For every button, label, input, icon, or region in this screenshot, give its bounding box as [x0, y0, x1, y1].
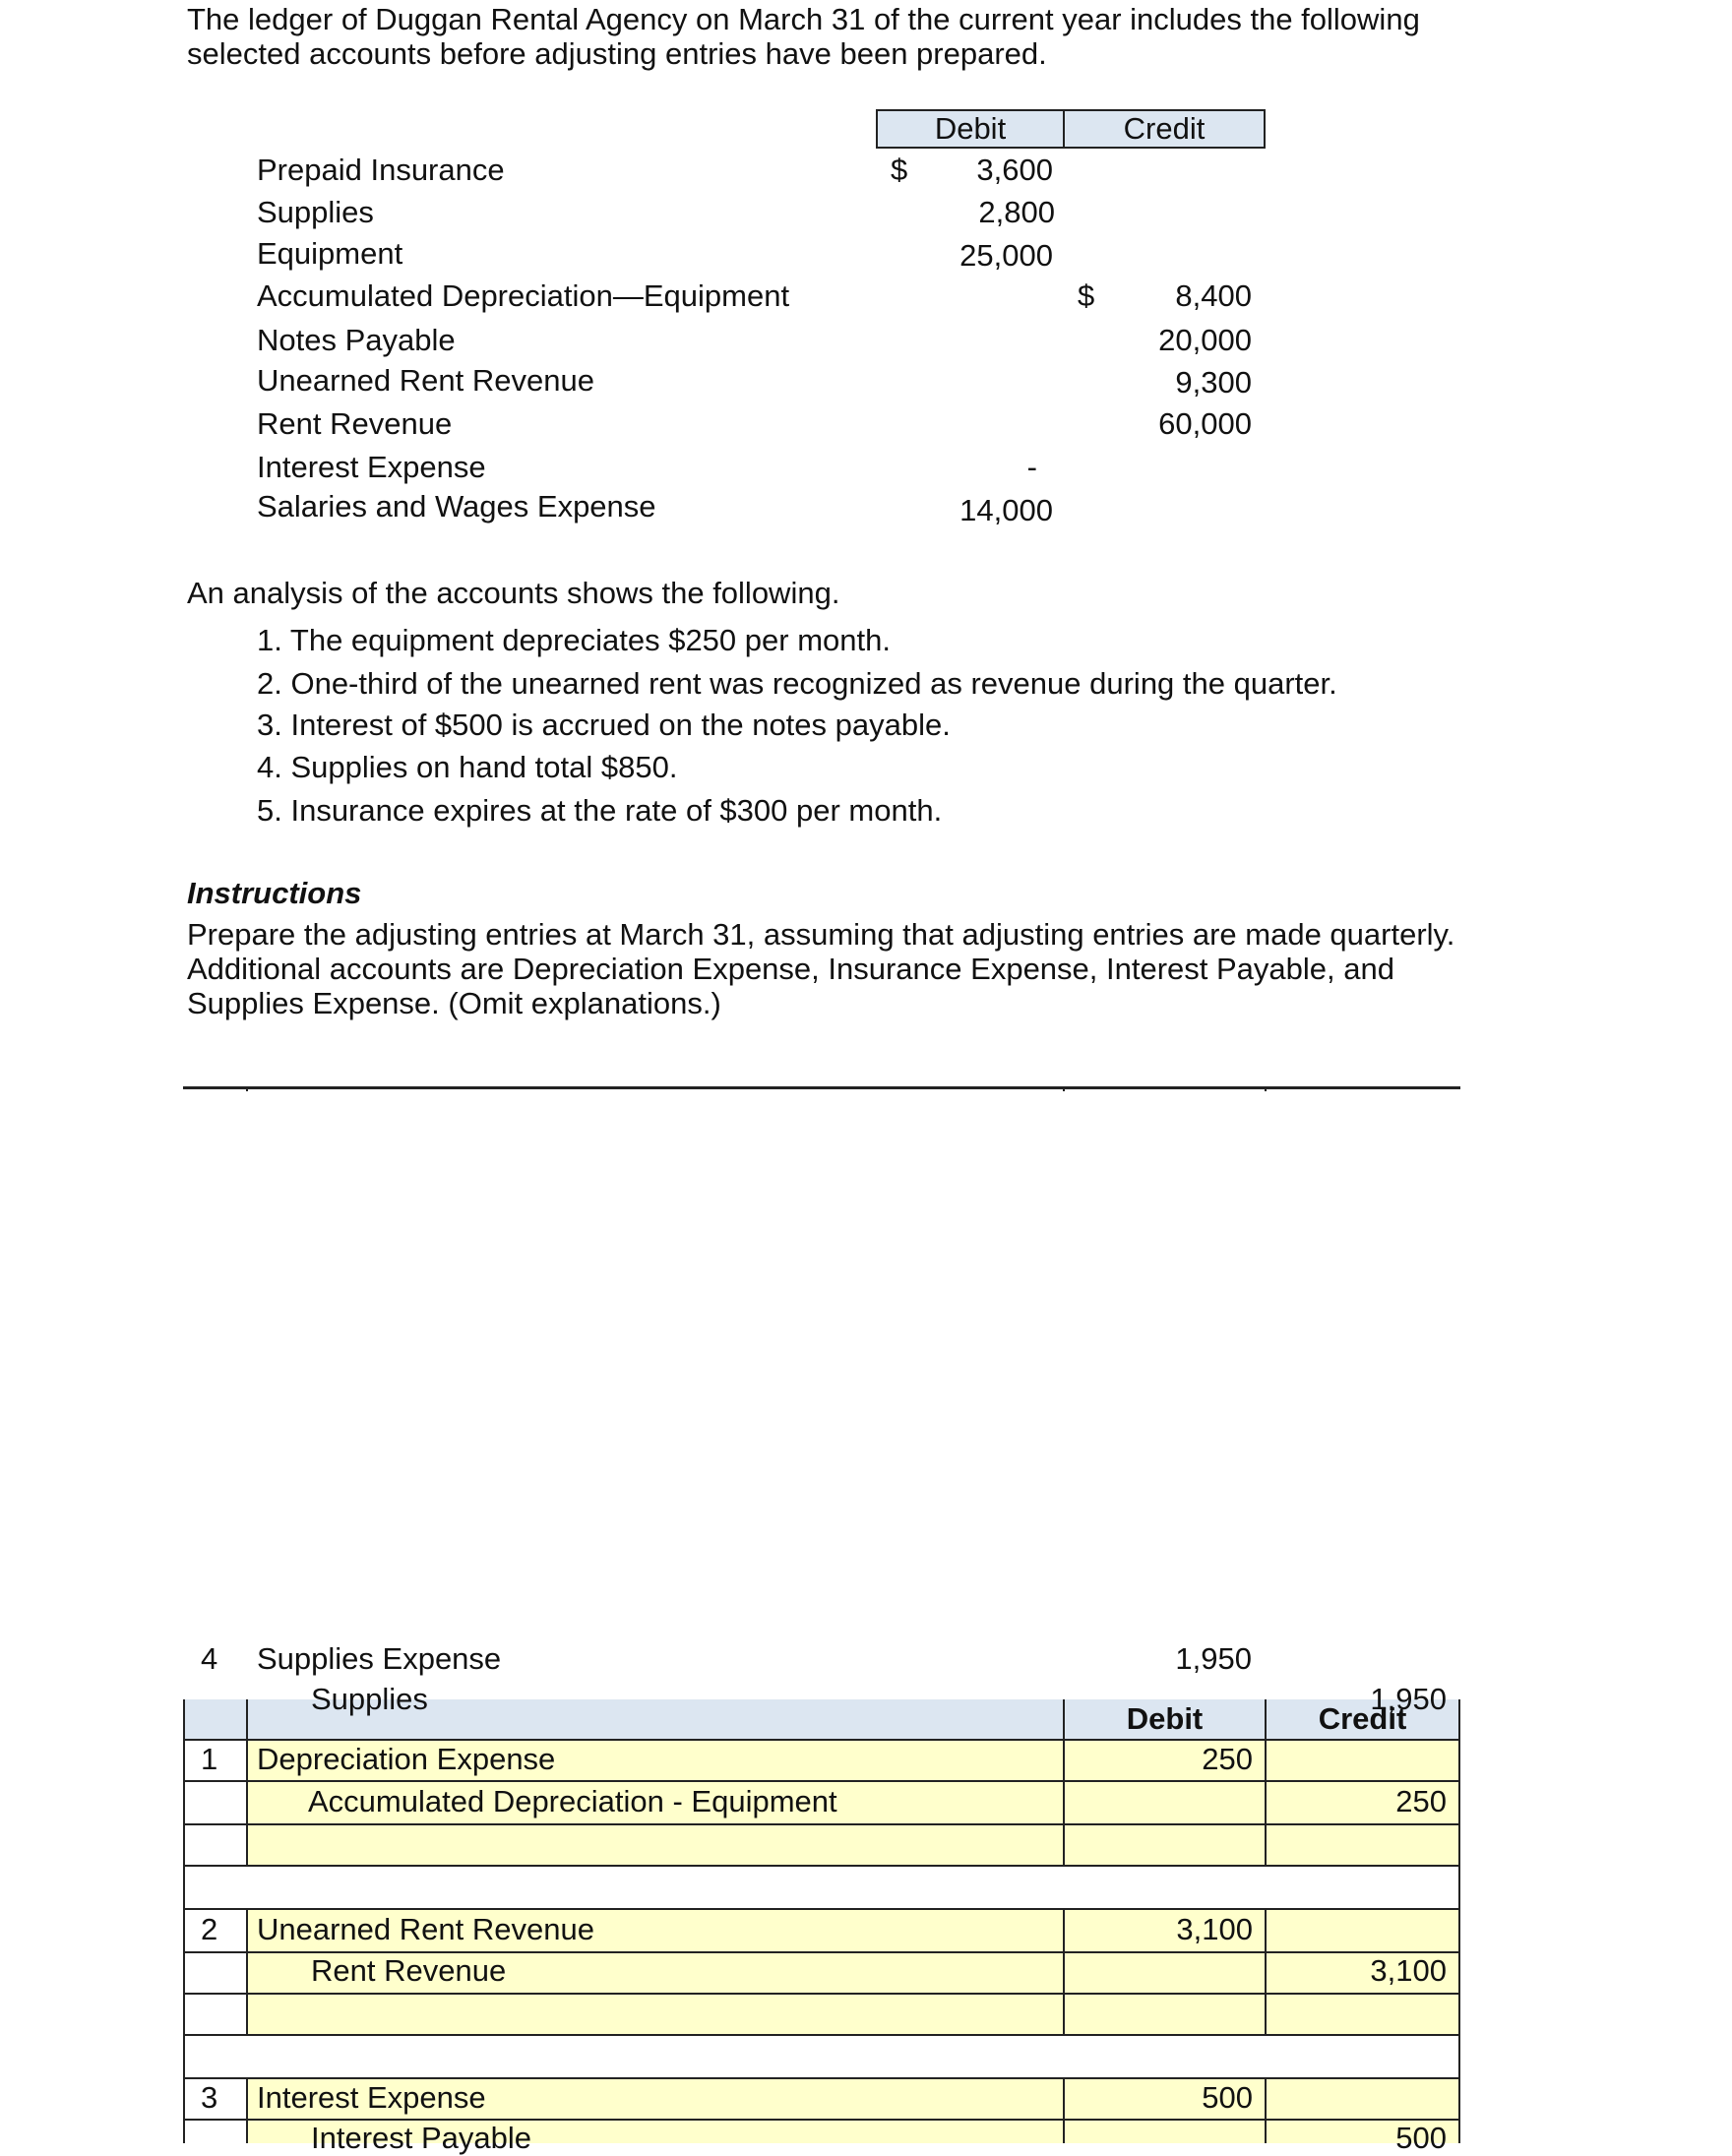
journal-credit-header: Credit: [1318, 1701, 1407, 1736]
grid-line: [183, 1823, 1460, 1825]
input-cell[interactable]: [1267, 1995, 1458, 2034]
entry-number: 4: [201, 1641, 218, 1676]
ledger-account-name: Accumulated Depreciation—Equipment: [257, 278, 790, 313]
input-cell[interactable]: [248, 1825, 1063, 1865]
ledger-credit-header: Credit: [1063, 109, 1266, 149]
instructions-heading: Instructions: [187, 876, 362, 910]
ledger-debit-amount: 3,600: [976, 153, 1053, 187]
entry-number: 3: [201, 2080, 218, 2115]
input-cell[interactable]: [1267, 1739, 1458, 1780]
entry-credit-amount: 3,100: [1370, 1953, 1447, 1988]
ledger-account-name: Unearned Rent Revenue: [257, 363, 594, 398]
grid-line: [246, 1908, 248, 2034]
input-cell[interactable]: [248, 1995, 1063, 2034]
input-cell[interactable]: [1267, 1910, 1458, 1951]
grid-line: [183, 2077, 1460, 2079]
analysis-item: 5. Insurance expires at the rate of $300 per month.: [257, 793, 943, 828]
journal-debit-header: Debit: [1126, 1701, 1204, 1736]
input-cell[interactable]: [1267, 2079, 1458, 2119]
ledger-debit-amount: 14,000: [959, 493, 1053, 527]
ledger-credit-amount: 8,400: [1175, 278, 1252, 313]
analysis-item: 3. Interest of $500 is accrued on the notes payable.: [257, 708, 951, 742]
input-cell[interactable]: [1065, 1782, 1265, 1823]
ledger-account-name: Supplies: [257, 195, 374, 229]
grid-line: [246, 2077, 248, 2143]
entry-debit-amount: 500: [1202, 2080, 1253, 2115]
analysis-item: 4. Supplies on hand total $850.: [257, 750, 678, 784]
ledger-account-name: Salaries and Wages Expense: [257, 489, 656, 524]
table-tick: [1063, 1086, 1065, 1091]
entry-debit-amount: 1,950: [1175, 1641, 1252, 1676]
grid-line: [183, 2034, 1460, 2036]
analysis-item: 2. One-third of the unearned rent was recognized as revenue during the quarter.: [257, 666, 1337, 701]
grid-line: [1063, 2077, 1065, 2143]
intro-text: The ledger of Duggan Rental Agency on March 31 of the current year includes the following selected accounts before adjusting entries have been prepared.: [187, 2, 1420, 71]
entry-credit-amount: 250: [1395, 1784, 1447, 1818]
entry-number: 2: [201, 1912, 218, 1946]
grid-line: [183, 1780, 1460, 1782]
analysis-intro: An analysis of the accounts shows the following.: [187, 576, 840, 610]
grid-line: [183, 1908, 1460, 1910]
grid-line: [1458, 1699, 1460, 2143]
grid-line: [1265, 2077, 1267, 2143]
ledger-account-name: Rent Revenue: [257, 406, 453, 441]
ledger-account-name: Notes Payable: [257, 323, 456, 357]
grid-line: [183, 1699, 185, 2143]
grid-line: [183, 1739, 1460, 1741]
entry-credit-account: Interest Payable: [311, 2121, 532, 2155]
input-cell[interactable]: [1065, 1953, 1265, 1993]
entry-debit-account: Unearned Rent Revenue: [257, 1912, 594, 1946]
grid-line: [1265, 1908, 1267, 2034]
entry-number: 1: [201, 1742, 218, 1776]
entry-credit-amount: 500: [1395, 2121, 1447, 2155]
entry-credit-account: Rent Revenue: [311, 1953, 507, 1988]
table-top-border: [183, 1086, 1460, 1089]
input-cell[interactable]: [1267, 1825, 1458, 1865]
ledger-credit-currency: $: [1078, 278, 1095, 313]
ledger-credit-amount: 60,000: [1158, 406, 1252, 441]
entry-debit-account: Supplies Expense: [257, 1641, 502, 1676]
entry-credit-account: Supplies: [311, 1682, 428, 1716]
ledger-debit-header: Debit: [876, 109, 1065, 149]
entry-debit-account: Depreciation Expense: [257, 1742, 556, 1776]
entry-credit-account: Accumulated Depreciation - Equipment: [308, 1784, 837, 1818]
input-cell[interactable]: [1065, 1995, 1265, 2034]
entry-debit-amount: 250: [1202, 1742, 1253, 1776]
table-tick: [1265, 1086, 1267, 1091]
ledger-debit-currency: $: [891, 153, 908, 187]
ledger-account-name: Interest Expense: [257, 450, 486, 484]
entry-credit-amount: 1,950: [1370, 1682, 1447, 1716]
grid-line: [183, 1865, 1460, 1867]
ledger-debit-amount: 2,800: [978, 195, 1055, 229]
ledger-account-name: Prepaid Insurance: [257, 153, 505, 187]
entry-debit-amount: 3,100: [1176, 1912, 1253, 1946]
ledger-debit-amount: -: [1026, 450, 1037, 484]
ledger-account-name: Equipment: [257, 236, 403, 271]
instructions-text: Prepare the adjusting entries at March 31, assuming that adjusting entries are made quarterly. Additional accounts are Depreciation Expense, Insurance Expense, Interest Payable, and Supplies Expense. (Omit explanations.): [187, 917, 1455, 1020]
table-tick: [246, 1086, 248, 1091]
ledger-debit-amount: 25,000: [959, 238, 1053, 273]
grid-line: [1063, 1908, 1065, 2034]
input-cell[interactable]: [1065, 1825, 1265, 1865]
grid-line: [246, 1699, 248, 1865]
grid-line: [183, 1993, 1460, 1995]
ledger-credit-amount: 9,300: [1175, 365, 1252, 400]
ledger-credit-amount: 20,000: [1158, 323, 1252, 357]
input-cell[interactable]: [1065, 2121, 1265, 2143]
entry-debit-account: Interest Expense: [257, 2080, 486, 2115]
analysis-item: 1. The equipment depreciates $250 per month.: [257, 623, 891, 657]
